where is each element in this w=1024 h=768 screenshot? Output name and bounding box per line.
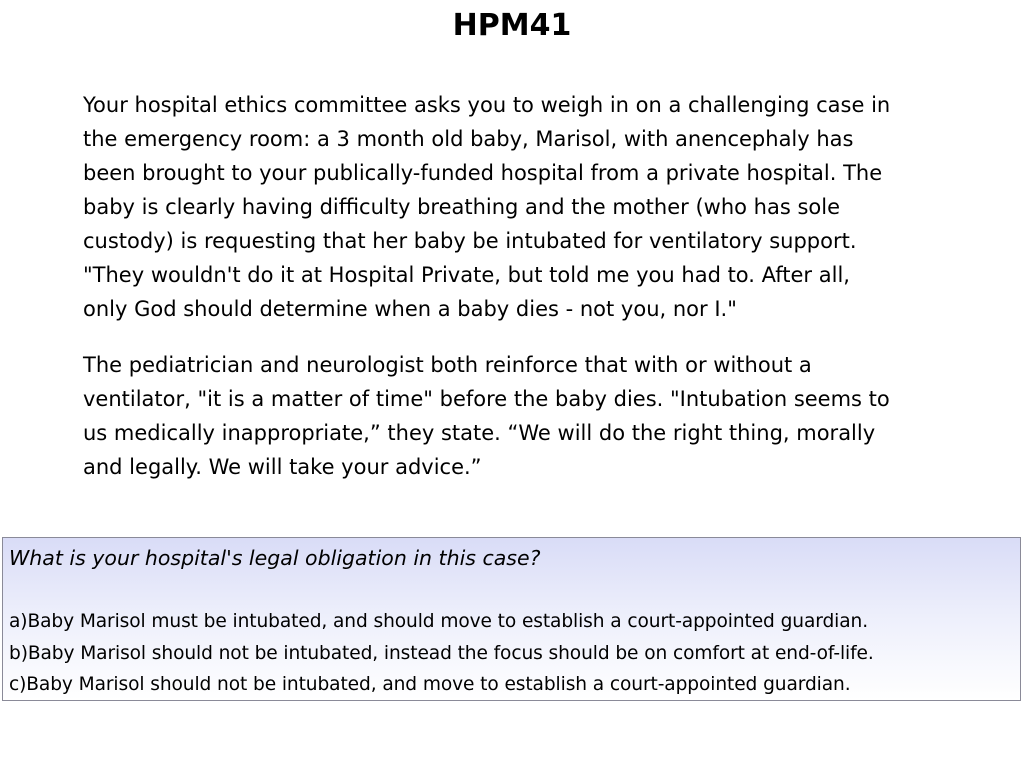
physician-statement-paragraph: The pediatrician and neurologist both reinforce that with or without a ventilator, "it is a matter of time" before the baby dies. "Intubation seems to us medically inappropriate,” they state. “We will do the right thing, morally and legally. We will take your advice.”: [83, 353, 890, 479]
question-text: What is your hospital's legal obligation in this case?: [9, 546, 541, 570]
answer-option-b: b)Baby Marisol should not be intubated, instead the focus should be on comfort at end-of-life.: [9, 642, 874, 664]
case-description-paragraph: Your hospital ethics committee asks you to weigh in on a challenging case in the emergency room: a 3 month old baby, Marisol, with anencephaly has been brought to your publically-funded hospital from a private hospital. The baby is clearly having difficulty breathing and the mother (who has sole custody) is requesting that her baby be intubated for ventilatory support. "They wouldn't do it at Hospital Private, but told me you had to. After all, only God should determine when a baby dies - not you, nor I.": [83, 93, 891, 321]
answer-option-c: c)Baby Marisol should not be intubated, and move to establish a court-appointed guardian.: [9, 674, 851, 695]
slide-title: HPM41: [452, 8, 572, 43]
answer-option-a: a)Baby Marisol must be intubated, and should move to establish a court-appointed guardian.: [9, 611, 869, 632]
answer-options-list: [9, 606, 874, 701]
question-box: [2, 537, 1021, 701]
